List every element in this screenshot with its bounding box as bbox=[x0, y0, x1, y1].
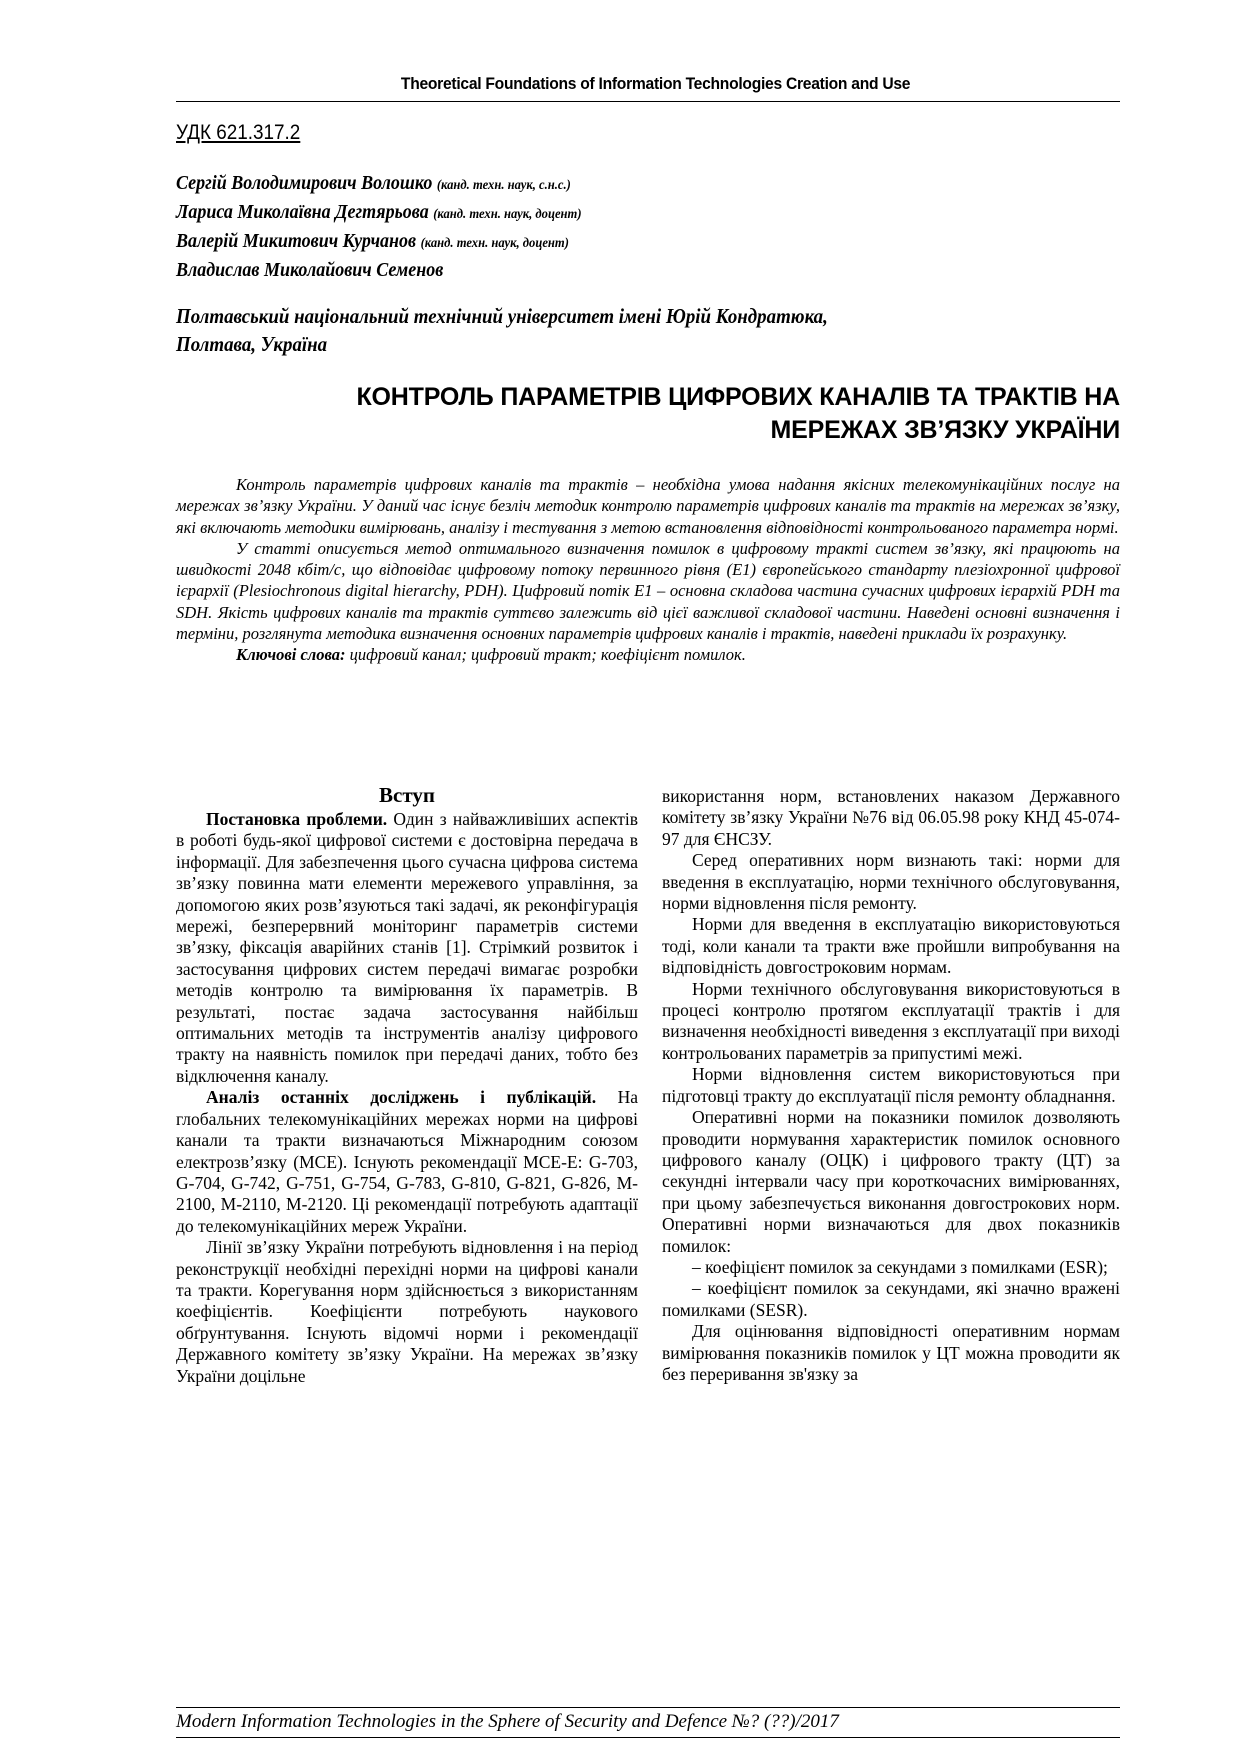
body-paragraph: Норми відновлення систем використовуються при підготовці тракту до експлуатації після ремонту обладнання. bbox=[662, 1064, 1120, 1106]
body-paragraph: Серед оперативних норм визнають такі: норми для введення в експлуатацію, норми технічного обслуговування, норми відновлення після ремонту. bbox=[662, 850, 1120, 914]
paragraph-text: Один з найважливіших аспектів в роботі будь-якої цифрової системи є достовірна передача в інформації. Для забезпечення цього сучасна цифрова система зв’язку повинна мати елементи мережевого управління, за допомогою яких розв’язуються такі задачі, як реконфігурація мережі, безперервний моніторинг параметрів системи зв’язку, фіксація аварійних станів [1]. Стрімкий розвиток і застосування цифрових систем передачі вимагає розробки методів контролю та вимірювання їх параметрів. В результаті, постає задача застосування найбільш оптимальних методів та інструментів аналізу цифрового тракту на наявність помилок при передачі даних, тобто без відключення каналу. bbox=[176, 809, 638, 1086]
footer-rule bbox=[176, 1737, 1120, 1738]
author-name: Сергій Володимирович Волошко bbox=[176, 172, 433, 194]
list-item: – коефіцієнт помилок за секундами, які значно вражені помилками (SESR). bbox=[662, 1278, 1120, 1320]
list-item: – коефіцієнт помилок за секундами з помилками (ESR); bbox=[692, 1256, 1108, 1277]
run-in-heading: Постановка проблеми. bbox=[206, 809, 388, 829]
paper-title bbox=[176, 381, 1120, 447]
abstract-paragraph: У статті описується метод оптимального визначення помилок в цифровому тракті систем зв’язку, які працюють на швидкості 2048 кбіт/с, що відповідає цифровому потоку первинного рівня (E1) європейського стандарту плезіохронної цифрової ієрархії (Plesiochronous digital hierarchy, PDH). Цифровий потік E1 – основна складова частина сучасних цифрових ієрархій PDH та SDH. Якість цифрових каналів та трактів суттєво залежить від цієї важливої складової частини. Наведені основні визначення і терміни, розглянута методика визначення основних параметрів цифрових каналів і трактів, наведені приклади їх розрахунку. bbox=[176, 538, 1120, 644]
body-paragraph: Норми технічного обслуговування використовуються в процесі контролю протягом експлуатації трактів і для визначення необхідності виведення з експлуатації при виході контрольованих параметрів за припустимі межі. bbox=[662, 978, 1120, 1063]
section-heading: Вступ bbox=[379, 783, 435, 807]
author bbox=[176, 257, 1026, 283]
author-name: Владислав Миколайович Семенов bbox=[176, 259, 444, 281]
abstract bbox=[176, 474, 1120, 666]
affiliation bbox=[176, 302, 1076, 358]
body-paragraph: Оперативні норми на показники помилок дозволяють проводити нормування характеристик помилок основного цифрового каналу (ОЦК) і цифрового тракту (ЦТ) за секундні інтервали часу при короткочасних вимірюваннях, при цьому забезпечується виконання довгострокових норм. Оперативні норми визначаються для двох показників помилок: bbox=[662, 1107, 1120, 1256]
author-degree: (канд. техн. наук, с.н.с.) bbox=[436, 178, 571, 193]
keywords-label: Ключові слова: bbox=[236, 645, 346, 665]
body-paragraph: Для оцінювання відповідності оперативним нормам вимірювання показників помилок у ЦТ можна проводити як без переривання зв'язку за bbox=[662, 1321, 1120, 1384]
header-rule bbox=[176, 101, 1120, 102]
right-column bbox=[662, 786, 1120, 1385]
author bbox=[176, 199, 1026, 228]
keywords bbox=[176, 644, 1120, 665]
running-header: Theoretical Foundations of Information Technologies Creation and Use bbox=[400, 74, 911, 93]
body-paragraph: використання норм, встановлених наказом Державного комітету зв’язку України №76 від 06.05.98 року КНД 45-074-97 для ЄНСЗУ. bbox=[662, 786, 1120, 849]
author-name: Лариса Миколаївна Дегтярьова bbox=[176, 201, 429, 223]
abstract-paragraph: Контроль параметрів цифрових каналів та трактів – необхідна умова надання якісних телекомунікаційних послуг на мережах зв’язку України. У даний час існує безліч методик контролю параметрів цифрових каналів та трактів на мережах зв’язку, які включають методики вимірювань, аналізу і тестування з метою встановлення відповідності контрольованого параметра нормі. bbox=[176, 475, 1120, 537]
body-paragraph bbox=[176, 1087, 638, 1237]
paragraph-text: На глобальних телекомунікаційних мережах норми на цифрові канали та тракти визначаються Міжнародним союзом електрозв’язку (МСЕ). Існують рекомендації МСЕ-Е: G-703, G-704, G-742, G-751, G-754, G-783, G-810, G-821, G-826, M-2100, M-2110, M-2120. Ці рекомендації потребують адаптації до телекомунікаційних мереж України. bbox=[176, 1087, 638, 1236]
author-degree: (канд. техн. наук, доцент) bbox=[433, 207, 582, 222]
affiliation-line: Полтавський національний технічний університет імені Юрій Кондратюка, bbox=[176, 304, 828, 328]
affiliation-line: Полтава, Україна bbox=[176, 332, 328, 356]
title-line: КОНТРОЛЬ ПАРАМЕТРІВ ЦИФРОВИХ КАНАЛІВ ТА ТРАКТІВ НА bbox=[356, 383, 1120, 411]
footer-rule bbox=[176, 1707, 1120, 1708]
author-name: Валерій Микитович Курчанов bbox=[176, 230, 417, 252]
run-in-heading: Аналіз останніх досліджень і публікацій. bbox=[206, 1087, 597, 1108]
keywords-text: цифровий канал; цифровий тракт; коефіцієнт помилок. bbox=[345, 645, 746, 665]
author bbox=[176, 228, 1026, 257]
body-paragraph: Лінії зв’язку України потребують відновлення і на період реконструкції необхідні перехідні норми на цифрові канали та тракти. Корегування норм здійснюється з використанням коефіцієнтів. Коефіцієнти потребують наукового обґрунтування. Існують відомчі норми і рекомендації Державного комітету зв’язку України. На мережах зв’язку України доцільне bbox=[176, 1237, 638, 1386]
udk-code: УДК 621.317.2 bbox=[176, 121, 301, 144]
author bbox=[176, 170, 1026, 199]
body-paragraph: Норми для введення в експлуатацію використовуються тоді, коли канали та тракти вже пройшли випробування на відповідність довгостроковим нормам. bbox=[662, 914, 1120, 978]
author-degree: (канд. техн. наук, доцент) bbox=[420, 236, 569, 251]
body-paragraph bbox=[176, 809, 638, 1087]
running-footer: Modern Information Technologies in the Sphere of Security and Defence №? (??)/2017 bbox=[176, 1711, 839, 1732]
author-list bbox=[176, 170, 1120, 283]
title-line: МЕРЕЖАХ ЗВ’ЯЗКУ УКРАЇНИ bbox=[770, 416, 1120, 444]
left-column bbox=[176, 782, 638, 1387]
